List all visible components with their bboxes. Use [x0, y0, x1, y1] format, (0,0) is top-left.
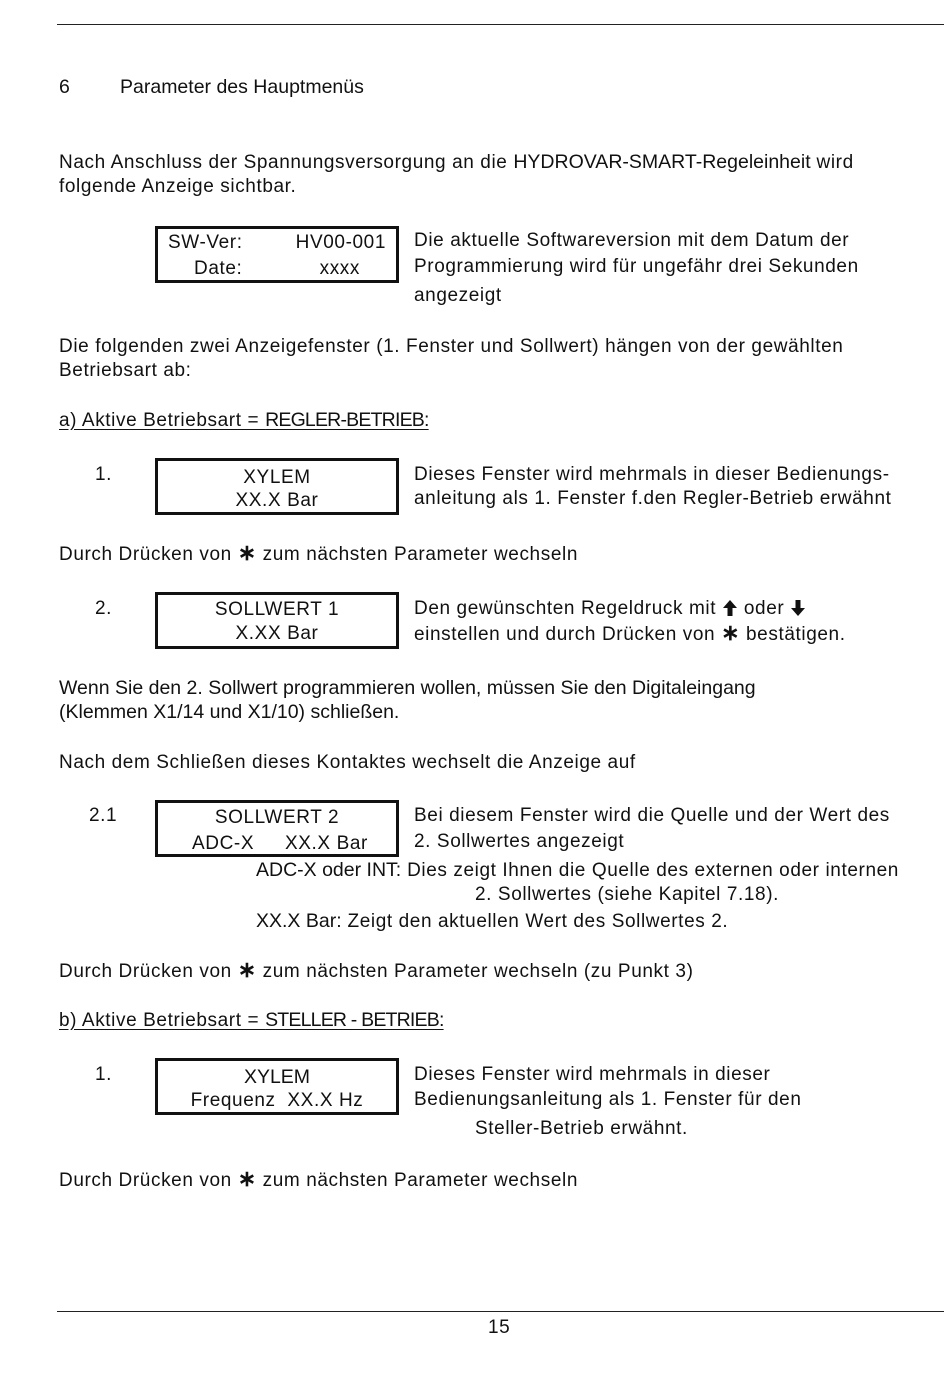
- note-sollwert2-line-1: Wenn Sie den 2. Sollwert programmieren wollen, müssen Sie den Digitaleingang: [59, 677, 756, 699]
- display-row-2: X.XX Bar: [235, 623, 319, 644]
- date-value: xxxx: [319, 258, 360, 279]
- sw-ver-value: HV00-001: [295, 232, 386, 253]
- sw-desc-1: Die aktuelle Softwareversion mit dem Datum der: [414, 230, 850, 251]
- display-box-steller: [155, 1058, 399, 1115]
- adc-definition-line-2: 2. Sollwertes (siehe Kapitel 7.18).: [475, 884, 780, 905]
- press-instruction-a1: Durch Drücken von ∗ zum nächsten Parameter wechseln: [59, 540, 578, 565]
- star-icon: ∗: [237, 1166, 257, 1191]
- item-number-b1: 1.: [95, 1064, 113, 1085]
- b1-desc-3: Steller-Betrieb erwähnt.: [475, 1118, 688, 1139]
- b1-desc-1: Dieses Fenster wird mehrmals in dieser: [414, 1064, 771, 1085]
- display-box-sollwert-1: [155, 592, 399, 649]
- display-row-1: XYLEM: [243, 467, 311, 488]
- display-box-sollwert-2: [155, 800, 399, 857]
- item-number-a2: 2.: [95, 598, 113, 619]
- heading-regler-betrieb: a) Aktive Betriebsart = REGLER-BETRIEB:: [59, 409, 429, 431]
- a2-desc-2: einstellen und durch Drücken von ∗ bestätigen.: [414, 620, 846, 645]
- item-number-a1: 1.: [95, 464, 113, 485]
- press-instruction-a21: Durch Drücken von ∗ zum nächsten Parameter wechseln (zu Punkt 3): [59, 957, 694, 982]
- header-rule: [57, 24, 944, 25]
- intro-line-1: Nach Anschluss der Spannungsversorgung an die HYDROVAR-SMART-Regeleinheit wird: [59, 151, 854, 173]
- sw-ver-label: SW-Ver:: [168, 232, 243, 253]
- fenster-line-1: Die folgenden zwei Anzeigefenster (1. Fenster und Sollwert) hängen von der gewählten: [59, 336, 844, 357]
- a21-desc-2: 2. Sollwertes angezeigt: [414, 831, 625, 852]
- sw-desc-2: Programmierung wird für ungefähr drei Sekunden: [414, 256, 859, 277]
- star-icon: ∗: [237, 540, 257, 565]
- intro-line-2: folgende Anzeige sichtbar.: [59, 176, 297, 197]
- display-row-1: SOLLWERT 1: [214, 599, 340, 620]
- display-row-2-left: ADC-X: [192, 833, 255, 854]
- a2-desc-1: Den gewünschten Regeldruck mit oder: [414, 597, 806, 621]
- section-title: Parameter des Hauptmenüs: [120, 76, 364, 98]
- xx-bar-definition: XX.X Bar: Zeigt den aktuellen Wert des Sollwertes 2.: [256, 910, 729, 932]
- fenster-line-2: Betriebsart ab:: [59, 360, 192, 381]
- item-number-a21: 2.1: [89, 805, 118, 826]
- display-row-1: XYLEM: [243, 1066, 311, 1088]
- kontakt-paragraph: Nach dem Schließen dieses Kontaktes wechselt die Anzeige auf: [59, 752, 636, 773]
- press-instruction-b1: Durch Drücken von ∗ zum nächsten Parameter wechseln: [59, 1166, 578, 1191]
- section-number: 6: [59, 76, 70, 98]
- display-row-2-right: XX.X Bar: [285, 833, 368, 854]
- device-name: HYDROVAR-SMART-Regeleinheit: [513, 151, 811, 173]
- arrow-up-icon: [722, 599, 738, 617]
- sw-desc-3: angezeigt: [414, 285, 502, 306]
- note-sollwert2-line-2: (Klemmen X1/14 und X1/10) schließen.: [59, 701, 400, 723]
- a1-desc-2: anleitung als 1. Fenster f.den Regler-Betrieb erwähnt: [414, 488, 892, 509]
- display-row-1: SOLLWERT 2: [214, 807, 340, 828]
- star-icon: ∗: [721, 620, 741, 645]
- footer-rule: [57, 1311, 944, 1312]
- star-icon: ∗: [237, 957, 257, 982]
- page-number: 15: [488, 1317, 511, 1338]
- a1-desc-1: Dieses Fenster wird mehrmals in dieser Bedienungs-: [414, 464, 890, 485]
- adc-term: ADC-X oder INT:: [256, 859, 402, 881]
- arrow-down-icon: [790, 599, 806, 617]
- b1-desc-2: Bedienungsanleitung als 1. Fenster für den: [414, 1089, 802, 1110]
- display-row-2: Frequenz XX.X Hz: [190, 1090, 364, 1111]
- a21-desc-1: Bei diesem Fenster wird die Quelle und der Wert des: [414, 805, 890, 826]
- heading-steller-betrieb: b) Aktive Betriebsart = STELLER - BETRIEB:: [59, 1009, 444, 1031]
- adc-definition: ADC-X oder INT: Dies zeigt Ihnen die Quelle des externen oder internen: [256, 859, 899, 881]
- date-label: Date:: [194, 258, 243, 279]
- display-box-xylem: [155, 458, 399, 515]
- display-box-sw-version: [155, 226, 399, 283]
- xx-bar-term: XX.X Bar:: [256, 910, 342, 932]
- display-row-2: XX.X Bar: [235, 490, 319, 511]
